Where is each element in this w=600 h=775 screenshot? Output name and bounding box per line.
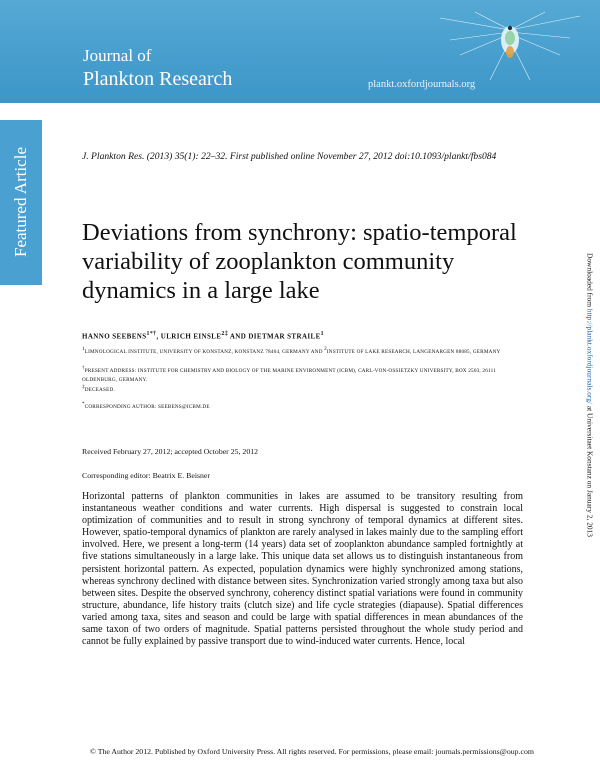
affiliation-2-text: INSTITUTE OF LAKE RESEARCH, LANGENARGEN 88085, GERMANY (326, 349, 501, 355)
download-note-prefix: Downloaded from (585, 253, 595, 309)
author-2-affil: 2‡ (221, 331, 229, 337)
citation-line: J. Plankton Res. (2013) 35(1): 22–32. First published online November 27, 2012 doi:10.1093/plankt/fbs084 (82, 151, 497, 162)
journal-name-line1: Journal of (83, 46, 152, 65)
author-3: AND DIETMAR STRAILE (228, 332, 321, 341)
download-note (586, 253, 595, 537)
affiliation-3-text: PRESENT ADDRESS: INSTITUTE FOR CHEMISTRY AND BIOLOGY OF THE MARINE ENVIRONMENT (ICBM), CARL-VON-OSSIETZKY UNIVERSITY, BOX 2503, 26111 OLDENBURG, GERMANY. (82, 368, 496, 383)
author-3-affil: 1 (320, 331, 324, 337)
copyright-footer: © The Author 2012. Published by Oxford University Press. All rights reserved. For permissions, please email: journals.permissions@oup.com (90, 747, 534, 756)
affiliation-1-sup: 1 (82, 347, 85, 352)
affiliation-deceased (82, 383, 532, 395)
affiliation-4-text: DECEASED. (84, 387, 115, 393)
affiliation-5-sup: * (82, 402, 85, 407)
author-list (82, 331, 324, 340)
affiliation-1 (82, 345, 532, 357)
author-1: HANNO SEEBENS (82, 332, 147, 341)
author-2: , ULRICH EINSLE (156, 332, 222, 341)
article-title: Deviations from synchrony: spatio-temporal variability of zooplankton community dynamics in a large lake (82, 219, 517, 304)
abstract-text: Horizontal patterns of plankton communities in lakes are assumed to be transitory resulting from instantaneous weather conditions and water currents. High dispersal is suggested to constrain local optimization of communities and to result in strong synchrony of temporal dynamics at different sites. However, spatio-temporal dynamics of plankton are rarely analysed in lakes mainly due to the sampling effort involved. Here, we present a long-term (14 years) data set of zooplankton abundance sampled fortnightly at five stations simultaneously in a large lake. This unique data set allows us to distinguish instantaneous from persistent horizontal pattern. As expected, population dynamics were highly synchronized among stations, whereas synchrony declined with distance between sites. Synchronization varied strongly among taxa but also between sites. Despite the observed synchrony, coherency distinct spatial variations were found in community structure, abundance, life history traits (clutch size) and life cycle strategies (diapause). Spatial differences varied among taxa, sites and season and could be large with spatial differences in mean abundances of the same taxon of two orders of magnitude. Spatial patterns persisted throughout the whole study period and cannot be fully explained by passive transport due to wind-induced water currents. Hence, local (82, 491, 523, 648)
affiliation-2-sup: 2 (324, 347, 327, 352)
author-1-affil: 1*† (146, 331, 157, 337)
received-accepted-dates: Received February 27, 2012; accepted October 25, 2012 (82, 447, 259, 456)
download-note-suffix: at Universitaet Konstanz on January 2, 2013 (585, 403, 595, 537)
featured-article-tab (0, 120, 42, 285)
journal-url[interactable]: plankt.oxfordjournals.org (368, 79, 476, 90)
corresponding-editor: Corresponding editor: Beatrix E. Beisner (82, 471, 210, 480)
journal-name-line2: Plankton Research (83, 68, 233, 90)
affiliation-3-sup: † (82, 366, 85, 371)
affiliation-present-address (82, 364, 532, 385)
affiliation-5-text: CORRESPONDING AUTHOR: SEEBENS@ICBM.DE (84, 404, 210, 410)
featured-article-label: Featured Article (11, 147, 30, 257)
corresponding-author (82, 400, 532, 412)
download-note-link[interactable]: http://plankt.oxfordjournals.org/ (585, 308, 595, 404)
plankton-illustration (430, 10, 590, 90)
journal-banner (0, 0, 600, 103)
affiliation-1-text: LIMNOLOGICAL INSTITUTE, UNIVERSITY OF KONSTANZ, KONSTANZ 78464, GERMANY AND (84, 349, 325, 355)
affiliation-4-sup: ‡ (82, 385, 85, 390)
